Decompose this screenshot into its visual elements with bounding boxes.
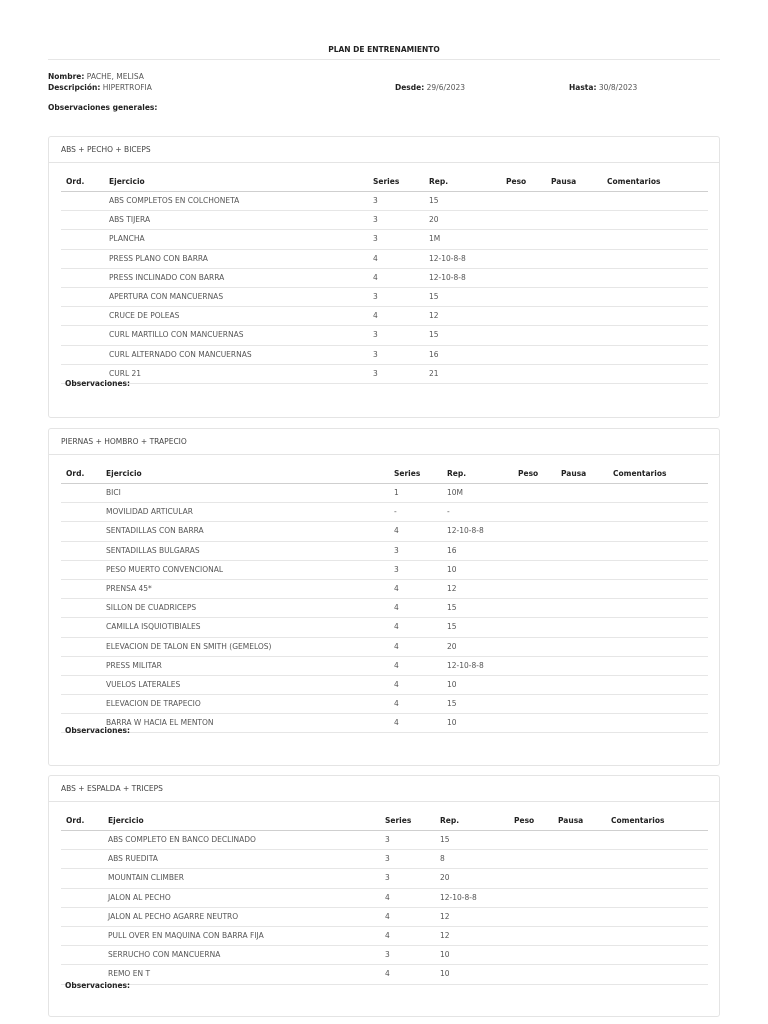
cell-rep: 12-10-8-8 (429, 253, 466, 263)
cell-ejercicio: PESO MUERTO CONVENCIONAL (106, 564, 224, 574)
cell-series: 4 (394, 660, 399, 670)
header-ord: Ord. (66, 469, 85, 478)
table-row (61, 927, 708, 946)
header-pausa: Pausa (551, 177, 577, 186)
table-row (61, 288, 708, 307)
routine-card (48, 775, 720, 1017)
header-peso: Peso (518, 469, 539, 478)
observaciones-generales (48, 103, 157, 112)
cell-series: 4 (394, 603, 399, 613)
cell-ejercicio: BICI (106, 488, 121, 497)
cell-rep: 12-10-8-8 (447, 526, 484, 536)
cell-ejercicio: APERTURA CON MANCUERNAS (109, 291, 224, 301)
cell-series: 3 (373, 349, 378, 359)
cell-rep: 1M (429, 234, 441, 244)
routine-observaciones-label: Observaciones: (65, 379, 131, 388)
cell-rep: 12 (429, 311, 439, 321)
cell-ejercicio: PLANCHA (109, 234, 145, 244)
cell-rep: 10 (447, 718, 457, 728)
header-comentarios: Comentarios (611, 816, 665, 825)
cell-ejercicio: CURL 21 (109, 368, 142, 378)
table-row (61, 542, 708, 561)
table-row (61, 365, 708, 384)
table-row (61, 522, 708, 541)
cell-ejercicio: SENTADILLAS CON BARRA (106, 526, 204, 536)
header-ejercicio: Ejercicio (109, 177, 145, 186)
table-row (61, 714, 708, 733)
cell-ejercicio: PULL OVER EN MAQUINA CON BARRA FIJA (108, 930, 264, 940)
cell-rep: 10 (440, 969, 450, 979)
header-rep: Rep. (447, 469, 467, 478)
cell-ejercicio: JALON AL PECHO AGARRE NEUTRO (108, 911, 239, 921)
nombre-label: Nombre: (48, 72, 85, 81)
cell-ejercicio: CURL ALTERNADO CON MANCUERNAS (109, 349, 252, 359)
table-row (61, 695, 708, 714)
cell-rep: 15 (429, 196, 439, 205)
cell-ejercicio: JALON AL PECHO (108, 892, 171, 902)
cell-ejercicio: REMO EN T (108, 969, 151, 979)
table-row (61, 192, 708, 211)
routine-title: PIERNAS + HOMBRO + TRAPECIO (49, 429, 719, 455)
table-row (61, 831, 708, 850)
header-pausa: Pausa (558, 816, 584, 825)
table-header-row (61, 465, 708, 484)
cell-ejercicio: ELEVACION DE TALON EN SMITH (GEMELOS) (106, 641, 272, 651)
table-row (61, 599, 708, 618)
cell-rep: 15 (447, 622, 457, 632)
cell-series: 3 (373, 291, 378, 301)
cell-ejercicio: MOUNTAIN CLIMBER (108, 873, 185, 883)
cell-series: 4 (394, 622, 399, 632)
cell-series: 3 (394, 545, 399, 555)
cell-series: 3 (385, 835, 390, 844)
cell-ejercicio: PRESS MILITAR (106, 660, 162, 670)
cell-rep: 12-10-8-8 (440, 892, 477, 902)
table-row (61, 230, 708, 249)
observaciones-generales-label: Observaciones generales: (48, 103, 158, 112)
cell-series: 3 (385, 950, 390, 960)
descripcion-line (48, 83, 152, 92)
table-row (61, 250, 708, 269)
nombre-value: PACHE, MELISA (86, 72, 144, 81)
cell-rep: 10 (447, 564, 457, 574)
cell-series: 4 (373, 253, 378, 263)
table-row (61, 346, 708, 365)
cell-series: 3 (373, 215, 378, 225)
page-title: PLAN DE ENTRENAMIENTO (328, 45, 440, 54)
header-rep: Rep. (429, 177, 449, 186)
cell-rep: 15 (447, 603, 457, 613)
cell-series: 4 (373, 311, 378, 321)
exercise-table (61, 812, 708, 985)
table-row (61, 676, 708, 695)
table-row (61, 638, 708, 657)
table-row (61, 889, 708, 908)
routine-card (48, 136, 720, 418)
cell-rep: 10 (440, 950, 450, 960)
cell-ejercicio: CURL MARTILLO CON MANCUERNAS (109, 330, 244, 340)
table-row (61, 211, 708, 230)
routine-card (48, 428, 720, 766)
exercise-table (61, 465, 708, 733)
cell-rep: 15 (429, 291, 439, 301)
table-header-row (61, 173, 708, 192)
desde-label: Desde: (395, 83, 425, 92)
cell-rep: 12 (447, 583, 457, 593)
cell-series: 3 (373, 196, 378, 205)
table-row (61, 307, 708, 326)
cell-ejercicio: PRENSA 45* (106, 583, 152, 593)
exercise-table (61, 173, 708, 384)
cell-ejercicio: ABS COMPLETO EN BANCO DECLINADO (108, 835, 256, 844)
header-rep: Rep. (440, 816, 460, 825)
cell-ejercicio: ELEVACION DE TRAPECIO (106, 699, 201, 709)
hasta-value: 30/8/2023 (598, 83, 638, 92)
cell-series: 4 (394, 526, 399, 536)
cell-ejercicio: CRUCE DE POLEAS (109, 311, 180, 321)
cell-series: 3 (373, 330, 378, 340)
cell-ejercicio: SENTADILLAS BULGARAS (106, 545, 200, 555)
cell-series: 4 (385, 892, 390, 902)
cell-series: 3 (373, 368, 378, 378)
cell-ejercicio: PRESS INCLINADO CON BARRA (109, 272, 225, 282)
cell-series: 4 (373, 272, 378, 282)
header-series: Series (373, 177, 400, 186)
cell-rep: 21 (429, 368, 439, 378)
table-row (61, 657, 708, 676)
cell-series: 4 (394, 718, 399, 728)
header-ejercicio: Ejercicio (106, 469, 142, 478)
title-divider (48, 59, 720, 60)
cell-series: 4 (394, 641, 399, 651)
table-row (61, 326, 708, 345)
cell-ejercicio: ABS RUEDITA (108, 854, 158, 864)
table-header-row (61, 812, 708, 831)
header-ord: Ord. (66, 177, 85, 186)
routine-title: ABS + PECHO + BICEPS (49, 137, 719, 163)
cell-ejercicio: BARRA W HACIA EL MENTON (106, 718, 214, 728)
header-comentarios: Comentarios (607, 177, 661, 186)
cell-rep: 15 (429, 330, 439, 340)
table-row (61, 503, 708, 522)
cell-rep: 10M (447, 488, 464, 497)
cell-ejercicio: PRESS PLANO CON BARRA (109, 253, 208, 263)
cell-series: 4 (394, 679, 399, 689)
cell-rep: 20 (447, 641, 457, 651)
header-series: Series (385, 816, 412, 825)
cell-ejercicio: ABS COMPLETOS EN COLCHONETA (109, 196, 240, 205)
cell-series: 4 (394, 699, 399, 709)
table-row (61, 269, 708, 288)
cell-rep: 20 (440, 873, 450, 883)
cell-series: 4 (385, 911, 390, 921)
table-row (61, 908, 708, 927)
header-series: Series (394, 469, 421, 478)
cell-rep: 16 (447, 545, 457, 555)
table-row (61, 965, 708, 984)
cell-rep: 12 (440, 930, 450, 940)
header-ejercicio: Ejercicio (108, 816, 144, 825)
cell-series: 3 (373, 234, 378, 244)
table-row (61, 618, 708, 637)
cell-series: 4 (385, 930, 390, 940)
header-peso: Peso (514, 816, 535, 825)
header-ord: Ord. (66, 816, 85, 825)
cell-series: 3 (385, 873, 390, 883)
cell-ejercicio: CAMILLA ISQUIOTIBIALES (106, 622, 201, 632)
cell-ejercicio: MOVILIDAD ARTICULAR (106, 507, 193, 517)
cell-ejercicio: SILLON DE CUADRICEPS (106, 603, 197, 613)
cell-series: - (394, 507, 397, 517)
desde-line (395, 83, 465, 92)
cell-rep: 8 (440, 854, 445, 864)
cell-series: 3 (394, 564, 399, 574)
routine-observaciones-label: Observaciones: (65, 726, 131, 735)
cell-rep: 10 (447, 679, 457, 689)
header-comentarios: Comentarios (613, 469, 667, 478)
routine-observaciones-label: Observaciones: (65, 981, 131, 990)
cell-ejercicio: VUELOS LATERALES (106, 679, 181, 689)
cell-rep: 12 (440, 911, 450, 921)
cell-rep: 16 (429, 349, 439, 359)
cell-rep: - (447, 507, 450, 517)
cell-series: 3 (385, 854, 390, 864)
table-row (61, 484, 708, 503)
table-row (61, 580, 708, 599)
cell-ejercicio: SERRUCHO CON MANCUERNA (108, 950, 221, 960)
hasta-label: Hasta: (569, 83, 597, 92)
header-peso: Peso (506, 177, 527, 186)
descripcion-value: HIPERTROFIA (102, 83, 152, 92)
nombre-line (48, 72, 144, 81)
table-row (61, 946, 708, 965)
cell-rep: 12-10-8-8 (429, 272, 466, 282)
table-row (61, 561, 708, 580)
cell-rep: 15 (447, 699, 457, 709)
table-row (61, 850, 708, 869)
cell-series: 1 (394, 488, 399, 497)
routine-title: ABS + ESPALDA + TRICEPS (49, 776, 719, 802)
hasta-line (569, 83, 637, 92)
desde-value: 29/6/2023 (426, 83, 466, 92)
cell-series: 4 (385, 969, 390, 979)
table-row (61, 869, 708, 888)
cell-rep: 12-10-8-8 (447, 660, 484, 670)
cell-series: 4 (394, 583, 399, 593)
cell-rep: 20 (429, 215, 439, 225)
header-pausa: Pausa (561, 469, 587, 478)
cell-ejercicio: ABS TIJERA (109, 215, 151, 225)
cell-rep: 15 (440, 835, 450, 844)
descripcion-label: Descripción: (48, 83, 101, 92)
